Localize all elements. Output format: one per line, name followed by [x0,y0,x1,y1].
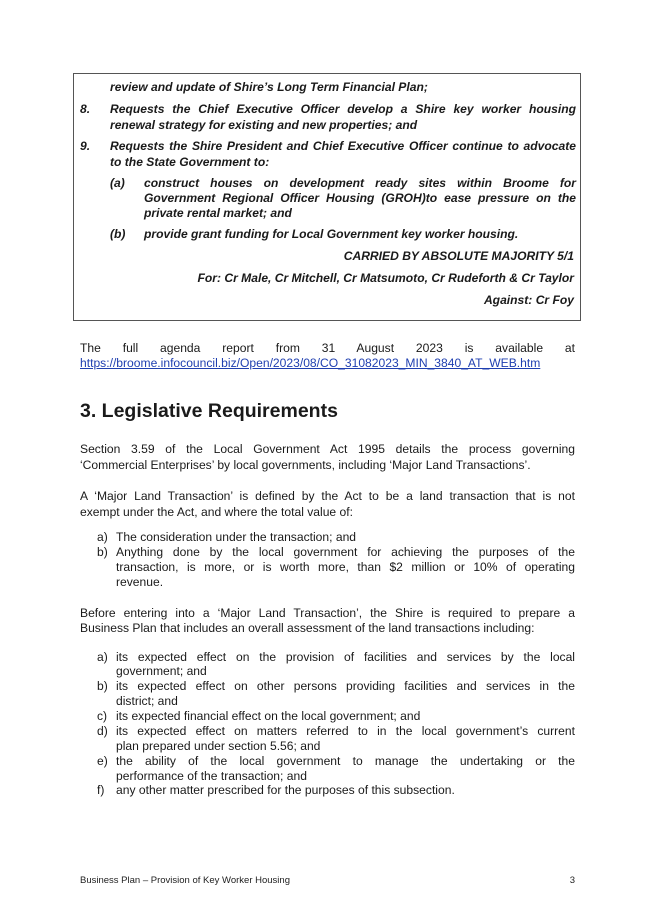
sub-a-line-1: construct houses on development ready sites within Broome for [144,176,576,190]
para-2-line-2: exempt under the Act, and where the total value of: [80,505,353,519]
list-text: its expected effect on matters referred to in the local government’s current [116,724,575,738]
sub-a-line-3: private rental market; and [144,206,292,220]
carried-statement: CARRIED BY ABSOLUTE MAJORITY 5/1 [343,249,574,263]
list-marker: b) [97,545,108,559]
list-marker: e) [97,754,108,768]
list-marker: a) [97,650,108,664]
list-text: revenue. [116,575,164,589]
sub-b-line-1: provide grant funding for Local Government key worker housing. [144,227,519,241]
list-marker: a) [97,530,108,544]
sub-b-mark: (b) [110,227,126,241]
agenda-line-1: The full agenda report from 31 August 2023 is available at [80,341,575,355]
list-marker: c) [97,709,108,723]
votes-against: Against: Cr Foy [483,293,574,307]
footer-title: Business Plan – Provision of Key Worker Housing [80,875,290,886]
list-text: its expected financial effect on the local government; and [116,709,421,723]
list-text: district; and [116,694,178,708]
para-1-line-1: Section 3.59 of the Local Government Act 1995 details the process governing [80,442,575,456]
list-text: government; and [116,664,207,678]
sub-a-mark: (a) [110,176,125,190]
sub-a-line-2: Government Regional Officer Housing (GROH)to ease pressure on the [144,191,576,205]
list-marker: b) [97,679,108,693]
para-1-line-2: ‘Commercial Enterprises’ by local governments, including ‘Major Land Transactions’. [80,458,531,472]
list-marker: d) [97,724,108,738]
para-3-line-2: Business Plan that includes an overall assessment of the land transactions including: [80,621,535,635]
list-marker: f) [97,783,105,797]
list-text: transaction, is more, or is worth more, than $2 million or 10% of operating [116,560,575,574]
list-text: Anything done by the local government for achieving the purposes of the [116,545,575,559]
item-9-line-2: to the State Government to: [110,155,270,169]
list-text: plan prepared under section 5.56; and [116,739,321,753]
footer-page-number: 3 [569,875,575,886]
item-9-line-1: Requests the Shire President and Chief Executive Officer continue to advocate [110,139,576,153]
item-8-number: 8. [80,102,91,116]
item-8-line-2: renewal strategy for existing and new properties; and [110,118,418,132]
item-8-line-1: Requests the Chief Executive Officer develop a Shire key worker housing [110,102,576,116]
list-text: its expected effect on the provision of facilities and services by the local [116,650,575,664]
resolution-continuation: review and update of Shire’s Long Term Financial Plan; [110,80,428,94]
list-text: The consideration under the transaction; and [116,530,357,544]
agenda-report-link[interactable]: https://broome.infocouncil.biz/Open/2023/08/CO_31082023_MIN_3840_AT_WEB.htm [80,356,541,370]
list-text: the ability of the local government to manage the undertaking or the [116,754,575,768]
votes-for: For: Cr Male, Cr Mitchell, Cr Matsumoto, Cr Rudeforth & Cr Taylor [197,271,574,285]
list-text: its expected effect on other persons providing facilities and services in the [116,679,575,693]
section-heading: 3. Legislative Requirements [80,400,338,422]
list-text: performance of the transaction; and [116,769,307,783]
para-2-line-1: A ‘Major Land Transaction’ is defined by the Act to be a land transaction that is not [80,489,575,503]
resolution-box [73,73,581,321]
para-3-line-1: Before entering into a ‘Major Land Transaction’, the Shire is required to prepare a [80,606,575,620]
list-text: any other matter prescribed for the purposes of this subsection. [116,783,455,797]
item-9-number: 9. [80,139,91,153]
agenda-link-wrapper [80,356,540,372]
